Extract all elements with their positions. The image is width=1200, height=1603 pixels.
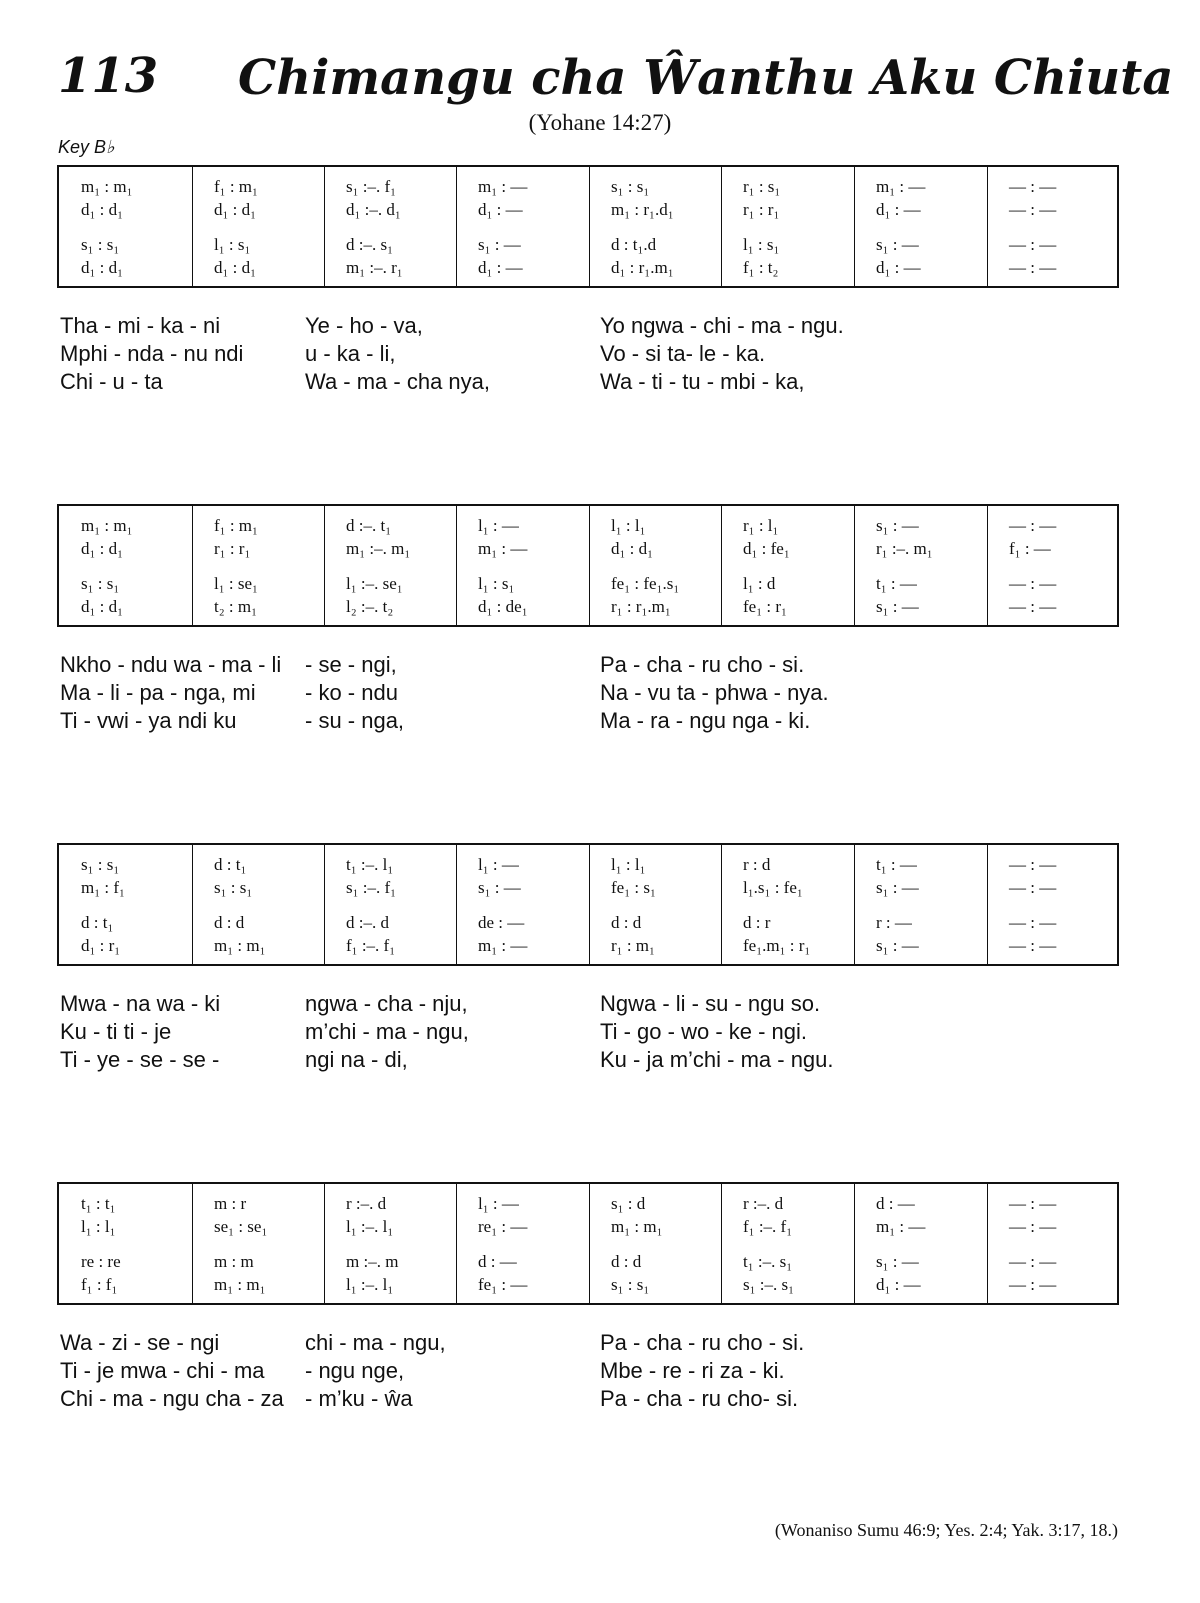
solfa-notes: m₁ : m₁ xyxy=(214,936,266,955)
solfa-notes: — : — xyxy=(1009,574,1057,593)
solfa-notes: l₁ : l₁ xyxy=(611,855,646,874)
measure-bar xyxy=(456,167,457,286)
solfa-notes: d₁ : d₁ xyxy=(611,539,654,558)
solfa-notes: d :–. d xyxy=(346,913,389,932)
solfa-notes: s₁ : — xyxy=(876,235,919,254)
measure-bar xyxy=(854,506,855,625)
footnote-references: (Wonaniso Sumu 46:9; Yes. 2:4; Yak. 3:17, 18.) xyxy=(774,1520,1118,1540)
solfa-notes: d₁ : de₁ xyxy=(478,597,528,616)
solfa-notes: m₁ : — xyxy=(478,936,528,955)
measure-bar xyxy=(192,506,193,625)
solfa-notes: d₁ :–. d₁ xyxy=(346,200,401,219)
solfa-notes: s₁ :–. f₁ xyxy=(346,177,397,196)
solfa-notes: d₁ : — xyxy=(876,258,921,277)
solfa-notes: m₁ : — xyxy=(876,177,926,196)
solfa-notes: l₁ : d xyxy=(743,574,776,593)
solfa-notes: s₁ : s₁ xyxy=(81,574,120,593)
lyric-line-segment: Pa - cha - ru cho - si. xyxy=(600,652,805,677)
solfa-notes: s₁ : — xyxy=(876,597,919,616)
solfa-notes: r₁ : r₁ xyxy=(214,539,251,558)
solfa-notes: s₁ : s₁ xyxy=(611,1275,650,1294)
measure-bar xyxy=(192,1184,193,1303)
solfa-notes: — : — xyxy=(1009,177,1057,196)
solfa-notes: — : — xyxy=(1009,597,1057,616)
solfa-notes: t₁ :–. l₁ xyxy=(346,855,394,874)
measure-bar xyxy=(721,167,722,286)
solfa-notes: f₁ : m₁ xyxy=(214,516,258,535)
hymn-number: 113 xyxy=(58,48,159,104)
solfa-notes: d₁ : d₁ xyxy=(81,539,124,558)
solfa-notes: d₁ : r₁ xyxy=(81,936,121,955)
solfa-notes: t₁ : — xyxy=(876,855,917,874)
solfa-notes: l₁ :–. l₁ xyxy=(346,1217,394,1236)
solfa-notes: — : — xyxy=(1009,200,1057,219)
lyric-line-segment: Chi - u - ta xyxy=(60,369,163,394)
measure-bar xyxy=(987,167,988,286)
solfa-notes: m : r xyxy=(214,1194,247,1213)
solfa-notes: l₁ : s₁ xyxy=(214,235,251,254)
solfa-notes: — : — xyxy=(1009,878,1057,897)
solfa-notes: l₁ : se₁ xyxy=(214,574,258,593)
solfa-notes: d₁ : r₁.m₁ xyxy=(611,258,674,277)
scripture-reference: (Yohane 14:27) xyxy=(528,110,672,135)
solfa-notes: d₁ : d₁ xyxy=(81,200,124,219)
solfa-notes: d₁ : fe₁ xyxy=(743,539,790,558)
solfa-notes: d₁ : d₁ xyxy=(81,597,124,616)
lyric-line-segment: Ti - ye - se - se - xyxy=(60,1047,220,1072)
lyric-line-segment: Chi - ma - ngu cha - za xyxy=(60,1386,284,1411)
measure-bar xyxy=(721,845,722,964)
solfa-notes: se₁ : se₁ xyxy=(214,1217,268,1236)
solfa-notes: s₁ : — xyxy=(478,878,521,897)
lyric-line-segment: Wa - zi - se - ngi xyxy=(60,1330,220,1355)
solfa-notes: s₁ : — xyxy=(876,516,919,535)
measure-bar xyxy=(589,506,590,625)
lyric-line-segment: Ye - ho - va, xyxy=(305,313,423,338)
solfa-notes: m₁ :–. r₁ xyxy=(346,258,403,277)
measure-bar xyxy=(324,506,325,625)
solfa-notes: d₁ : d₁ xyxy=(214,258,257,277)
lyric-line-segment: Mbe - re - ri za - ki. xyxy=(600,1358,785,1383)
solfa-notes: s₁ : s₁ xyxy=(214,878,253,897)
measure-bar xyxy=(987,506,988,625)
solfa-notes: m₁ : m₁ xyxy=(214,1275,266,1294)
lyric-line-segment: ngwa - cha - nju, xyxy=(305,991,468,1016)
measure-bar xyxy=(456,1184,457,1303)
solfa-notes: f₁ :–. f₁ xyxy=(743,1217,793,1236)
solfa-notes: — : — xyxy=(1009,258,1057,277)
solfa-notes: re : re xyxy=(81,1252,121,1271)
lyric-line-segment: ngi na - di, xyxy=(305,1047,408,1072)
lyric-line-segment: Ku - ti ti - je xyxy=(60,1019,172,1044)
solfa-notes: l₁ : s₁ xyxy=(478,574,515,593)
solfa-notes: m₁ : — xyxy=(478,539,528,558)
solfa-notes: r₁ : m₁ xyxy=(611,936,655,955)
measure-bar xyxy=(456,506,457,625)
solfa-notes: s₁ : d xyxy=(611,1194,646,1213)
solfa-notes: m₁ :–. m₁ xyxy=(346,539,411,558)
solfa-notes: r :–. d xyxy=(346,1194,387,1213)
solfa-notes: d : d xyxy=(611,913,642,932)
solfa-notes: d : d xyxy=(214,913,245,932)
lyric-line-segment: Wa - ti - tu - mbi - ka, xyxy=(600,369,805,394)
lyric-line-segment: Vo - si ta- le - ka. xyxy=(600,341,766,366)
solfa-notes: fe₁ : s₁ xyxy=(611,878,656,897)
solfa-notes: d :–. t₁ xyxy=(346,516,392,535)
solfa-notes: fe₁ : fe₁.s₁ xyxy=(611,574,680,593)
solfa-notes: l₁.s₁ : fe₁ xyxy=(743,878,803,897)
solfa-notes: — : — xyxy=(1009,913,1057,932)
solfa-notes: d₁ : — xyxy=(478,200,523,219)
key-signature: Key B♭ xyxy=(58,137,115,157)
lyric-line-segment: - ngu nge, xyxy=(305,1358,405,1383)
measure-bar xyxy=(324,1184,325,1303)
solfa-notes: f₁ : m₁ xyxy=(214,177,258,196)
solfa-notes: — : — xyxy=(1009,1217,1057,1236)
solfa-notes: d : r xyxy=(743,913,771,932)
solfa-notes: m₁ : r₁.d₁ xyxy=(611,200,674,219)
solfa-notes: s₁ : s₁ xyxy=(81,235,120,254)
solfa-notes: r : — xyxy=(876,913,912,932)
solfa-notes: t₁ : — xyxy=(876,574,917,593)
measure-bar xyxy=(589,1184,590,1303)
lyric-line-segment: Pa - cha - ru cho- si. xyxy=(600,1386,799,1411)
solfa-notes: d₁ : — xyxy=(876,1275,921,1294)
solfa-notes: t₂ : m₁ xyxy=(214,597,258,616)
solfa-notes: m₁ : — xyxy=(478,177,528,196)
lyric-line-segment: Mwa - na wa - ki xyxy=(60,991,221,1016)
solfa-notes: m₁ : m₁ xyxy=(81,516,133,535)
solfa-notes: f₁ : t₂ xyxy=(743,258,779,277)
solfa-notes: l₂ :–. t₂ xyxy=(346,597,394,616)
measure-bar xyxy=(192,167,193,286)
solfa-notes: f₁ :–. f₁ xyxy=(346,936,396,955)
solfa-notes: d :–. s₁ xyxy=(346,235,394,254)
solfa-notes: l₁ :–. l₁ xyxy=(346,1275,394,1294)
lyric-line-segment: Yo ngwa - chi - ma - ngu. xyxy=(600,313,844,338)
lyric-line-segment: - su - nga, xyxy=(305,708,405,733)
solfa-notes: — : — xyxy=(1009,1275,1057,1294)
solfa-notes: f₁ : f₁ xyxy=(81,1275,118,1294)
lyric-line-segment: chi - ma - ngu, xyxy=(305,1330,446,1355)
solfa-notes: s₁ : — xyxy=(876,1252,919,1271)
solfa-notes: d₁ : d₁ xyxy=(81,258,124,277)
measure-bar xyxy=(192,845,193,964)
solfa-notes: — : — xyxy=(1009,1252,1057,1271)
solfa-notes: d : t₁.d xyxy=(611,235,657,254)
lyric-line-segment: Pa - cha - ru cho - si. xyxy=(600,1330,805,1355)
solfa-notes: fe₁.m₁ : r₁ xyxy=(743,936,811,955)
solfa-notes: d : — xyxy=(876,1194,915,1213)
solfa-notes: r₁ : l₁ xyxy=(743,516,779,535)
solfa-notes: — : — xyxy=(1009,516,1057,535)
solfa-notes: r₁ :–. m₁ xyxy=(876,539,933,558)
solfa-notes: l₁ : — xyxy=(478,1194,519,1213)
solfa-notes: m₁ : m₁ xyxy=(81,177,133,196)
hymn-title: Chimangu cha Ŵanthu Aku Chiuta xyxy=(238,50,1174,106)
measure-bar xyxy=(854,167,855,286)
solfa-notes: r₁ : r₁.m₁ xyxy=(611,597,671,616)
lyric-line-segment: m’chi - ma - ngu, xyxy=(305,1019,469,1044)
solfa-notes: r₁ : s₁ xyxy=(743,177,781,196)
solfa-notes: l₁ :–. se₁ xyxy=(346,574,403,593)
solfa-notes: m₁ : — xyxy=(876,1217,926,1236)
measure-bar xyxy=(854,1184,855,1303)
lyric-line-segment: Ngwa - li - su - ngu so. xyxy=(600,991,821,1016)
measure-bar xyxy=(589,845,590,964)
music-system xyxy=(57,165,1119,288)
solfa-notes: m₁ : f₁ xyxy=(81,878,125,897)
solfa-notes: l₁ : — xyxy=(478,516,519,535)
solfa-notes: re₁ : — xyxy=(478,1217,528,1236)
solfa-notes: l₁ : l₁ xyxy=(611,516,646,535)
solfa-notes: l₁ : l₁ xyxy=(81,1217,116,1236)
solfa-notes: s₁ : — xyxy=(876,878,919,897)
solfa-notes: s₁ : — xyxy=(478,235,521,254)
measure-bar xyxy=(721,506,722,625)
solfa-notes: d : t₁ xyxy=(214,855,247,874)
lyric-line-segment: - m’ku - ŵa xyxy=(305,1386,413,1411)
solfa-notes: d : — xyxy=(478,1252,517,1271)
solfa-notes: t₁ :–. s₁ xyxy=(743,1252,793,1271)
solfa-notes: d : t₁ xyxy=(81,913,114,932)
measure-bar xyxy=(589,167,590,286)
lyric-line-segment: Tha - mi - ka - ni xyxy=(60,313,221,338)
solfa-notes: de : — xyxy=(478,913,525,932)
solfa-notes: m : m xyxy=(214,1252,254,1271)
solfa-notes: — : — xyxy=(1009,936,1057,955)
solfa-notes: — : — xyxy=(1009,855,1057,874)
measure-bar xyxy=(987,1184,988,1303)
lyric-line-segment: Ti - go - wo - ke - ngi. xyxy=(600,1019,808,1044)
solfa-notes: t₁ : t₁ xyxy=(81,1194,116,1213)
solfa-notes: r₁ : r₁ xyxy=(743,200,780,219)
measure-bar xyxy=(324,845,325,964)
lyric-line-segment: Na - vu ta - phwa - nya. xyxy=(600,680,829,705)
solfa-notes: fe₁ : r₁ xyxy=(743,597,787,616)
lyric-line-segment: Ti - vwi - ya ndi ku xyxy=(60,708,237,733)
lyric-line-segment: Ma - li - pa - nga, mi xyxy=(60,680,256,705)
solfa-notes: s₁ :–. s₁ xyxy=(743,1275,795,1294)
lyric-line-segment: Mphi - nda - nu ndi xyxy=(60,341,244,366)
solfa-notes: s₁ : — xyxy=(876,936,919,955)
measure-bar xyxy=(854,845,855,964)
solfa-notes: d₁ : — xyxy=(876,200,921,219)
solfa-notes: d₁ : — xyxy=(478,258,523,277)
music-system xyxy=(57,1182,1119,1305)
lyric-line-segment: Ma - ra - ngu nga - ki. xyxy=(600,708,811,733)
solfa-notes: — : — xyxy=(1009,235,1057,254)
solfa-notes: l₁ : — xyxy=(478,855,519,874)
solfa-notes: s₁ : s₁ xyxy=(611,177,650,196)
lyric-line-segment: Nkho - ndu wa - ma - li xyxy=(60,652,282,677)
lyric-line-segment: u - ka - li, xyxy=(305,341,396,366)
solfa-notes: — : — xyxy=(1009,1194,1057,1213)
lyric-line-segment: Ku - ja m’chi - ma - ngu. xyxy=(600,1047,834,1072)
solfa-notes: m :–. m xyxy=(346,1252,399,1271)
lyric-line-segment: Ti - je mwa - chi - ma xyxy=(60,1358,265,1383)
lyric-line-segment: - se - ngi, xyxy=(305,652,397,677)
measure-bar xyxy=(987,845,988,964)
solfa-notes: s₁ : s₁ xyxy=(81,855,120,874)
music-system xyxy=(57,504,1119,627)
solfa-notes: fe₁ : — xyxy=(478,1275,528,1294)
solfa-notes: l₁ : s₁ xyxy=(743,235,780,254)
solfa-notes: r :–. d xyxy=(743,1194,784,1213)
measure-bar xyxy=(721,1184,722,1303)
lyric-line-segment: - ko - ndu xyxy=(305,680,398,705)
measure-bar xyxy=(324,167,325,286)
solfa-notes: d : d xyxy=(611,1252,642,1271)
solfa-notes: s₁ :–. f₁ xyxy=(346,878,397,897)
measure-bar xyxy=(456,845,457,964)
solfa-notes: d₁ : d₁ xyxy=(214,200,257,219)
solfa-notes: f₁ : — xyxy=(1009,539,1051,558)
music-system xyxy=(57,843,1119,966)
solfa-notes: m₁ : m₁ xyxy=(611,1217,663,1236)
solfa-notes: r : d xyxy=(743,855,771,874)
lyric-line-segment: Wa - ma - cha nya, xyxy=(305,369,491,394)
